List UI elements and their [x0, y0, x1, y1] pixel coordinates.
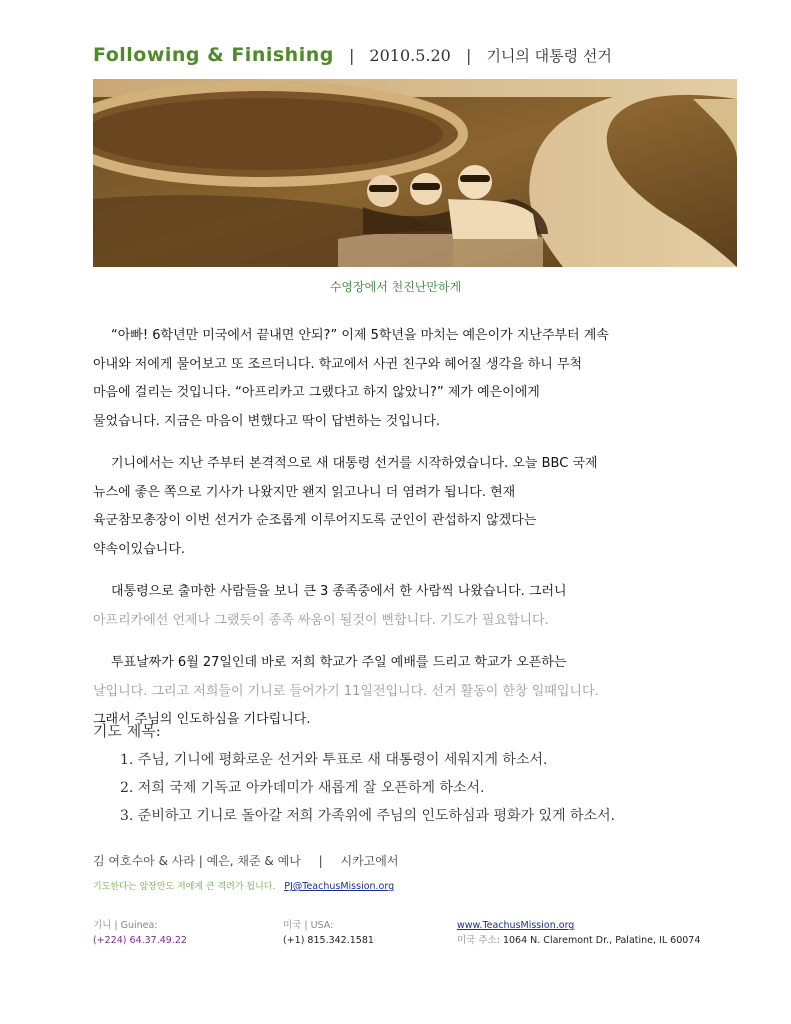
paragraph-line: 마음에 걸리는 것입니다. “아프리카고 그랬다고 하지 않았니?” 제가 예은이에게 [93, 385, 540, 400]
prayer-item: 3. 준비하고 기니로 돌아갈 저희 가족위에 주님의 인도하심과 평화가 있게 하소서. [120, 808, 616, 824]
address-label: 미국 주소: [457, 935, 500, 946]
footer-usa [283, 918, 374, 948]
usa-label: 미국 | USA: [283, 920, 334, 931]
paragraph-4 [93, 649, 713, 735]
footer-web [457, 918, 700, 948]
paragraph-1 [93, 322, 713, 436]
page-header [93, 44, 753, 66]
paragraph-line: 투표날짜가 6월 27일인데 바로 저희 학교가 주일 예배를 드리고 학교가 오픈하는 [111, 655, 567, 670]
address-text: 1064 N. Claremont Dr., Palatine, IL 60074 [502, 935, 701, 946]
signature-divider: | [318, 854, 323, 868]
guinea-phone: (+224) 64.37.49.22 [93, 935, 187, 946]
note-text: 기도한다는 암장만도 저에게 큰 격려가 됩니다. [93, 882, 276, 892]
brand-title: Following & Finishing [93, 44, 334, 66]
paragraph-line: 육군참모총장이 이번 선거가 순조롭게 이루어지도록 군인이 관섭하지 않겠다는 [93, 513, 537, 528]
footer-guinea [93, 918, 187, 948]
paragraph-line: 아내와 저에게 물어보고 또 조르더니다. 학교에서 사귄 친구와 헤어질 생각을 하니 무척 [93, 356, 583, 372]
prayer-list [120, 746, 720, 830]
header-separator: | [465, 46, 472, 65]
header-topic: 기니의 대통령 선거 [486, 47, 612, 65]
photo-caption: 수영장에서 천진난만하게 [329, 280, 462, 294]
signature-place: 시카고에서 [340, 854, 399, 868]
signature-names: 김 여호수아 & 사라 | 예은, 채준 & 예나 [93, 854, 301, 868]
paragraph-line: 기니에서는 지난 주부터 본격적으로 새 대통령 선거를 시작하였습니다. 오늘 BBC 국제 [111, 456, 598, 471]
paragraph-line: 그래서 주님의 인도하심을 기다립니다. [93, 712, 311, 727]
pool-photo [93, 79, 737, 267]
prayer-note [93, 879, 394, 892]
paragraph-line: 물었습니다. 지금은 마음이 변했다고 딱이 답변하는 것입니다. [93, 413, 441, 429]
email-link[interactable]: PJ@TeachusMission.org [284, 881, 395, 892]
prayer-title: 기도 제목: [93, 722, 161, 740]
paragraph-line: 약속이있습니다. [93, 541, 186, 557]
paragraph-line: “아빠! 6학년만 미국에서 끝내면 안되?” 이제 5학년을 마치는 예은이가 지난주부터 계속 [111, 328, 609, 343]
paragraph-line: 뉴스에 좋은 쪽으로 기사가 나왔지만 왠지 읽고나니 더 염려가 됩니다. 현재 [93, 484, 516, 500]
header-date: 2010.5.20 [369, 46, 451, 65]
letter-body [93, 322, 713, 749]
paragraph-line: 아프리카에선 언제나 그랬듯이 종족 싸움이 될것이 뻔합니다. 기도가 필요합니다. [93, 612, 549, 628]
guinea-label: 기니 | Guinea: [93, 920, 158, 931]
usa-phone: (+1) 815.342.1581 [283, 935, 374, 946]
paragraph-line: 날입니다. 그리고 저희들이 기니로 들어가기 11일전입니다. 선거 활동이 한창 일때입니다. [93, 683, 599, 699]
prayer-item: 2. 저희 국제 기독교 아카데미가 새롭게 잘 오픈하게 하소서. [120, 780, 485, 796]
header-separator: | [348, 46, 355, 65]
paragraph-line: 대통령으로 출마한 사람들을 보니 큰 3 종족중에서 한 사람씩 나왔습니다. 그러니 [111, 584, 567, 599]
pool-photo-illustration [93, 79, 737, 267]
paragraph-3 [93, 578, 713, 635]
paragraph-2 [93, 450, 713, 564]
prayer-item: 1. 주님, 기니에 평화로운 선거와 투표로 새 대통령이 세워지게 하소서. [120, 752, 548, 768]
website-link[interactable]: www.TeachusMission.org [457, 920, 575, 931]
signature [93, 852, 398, 869]
